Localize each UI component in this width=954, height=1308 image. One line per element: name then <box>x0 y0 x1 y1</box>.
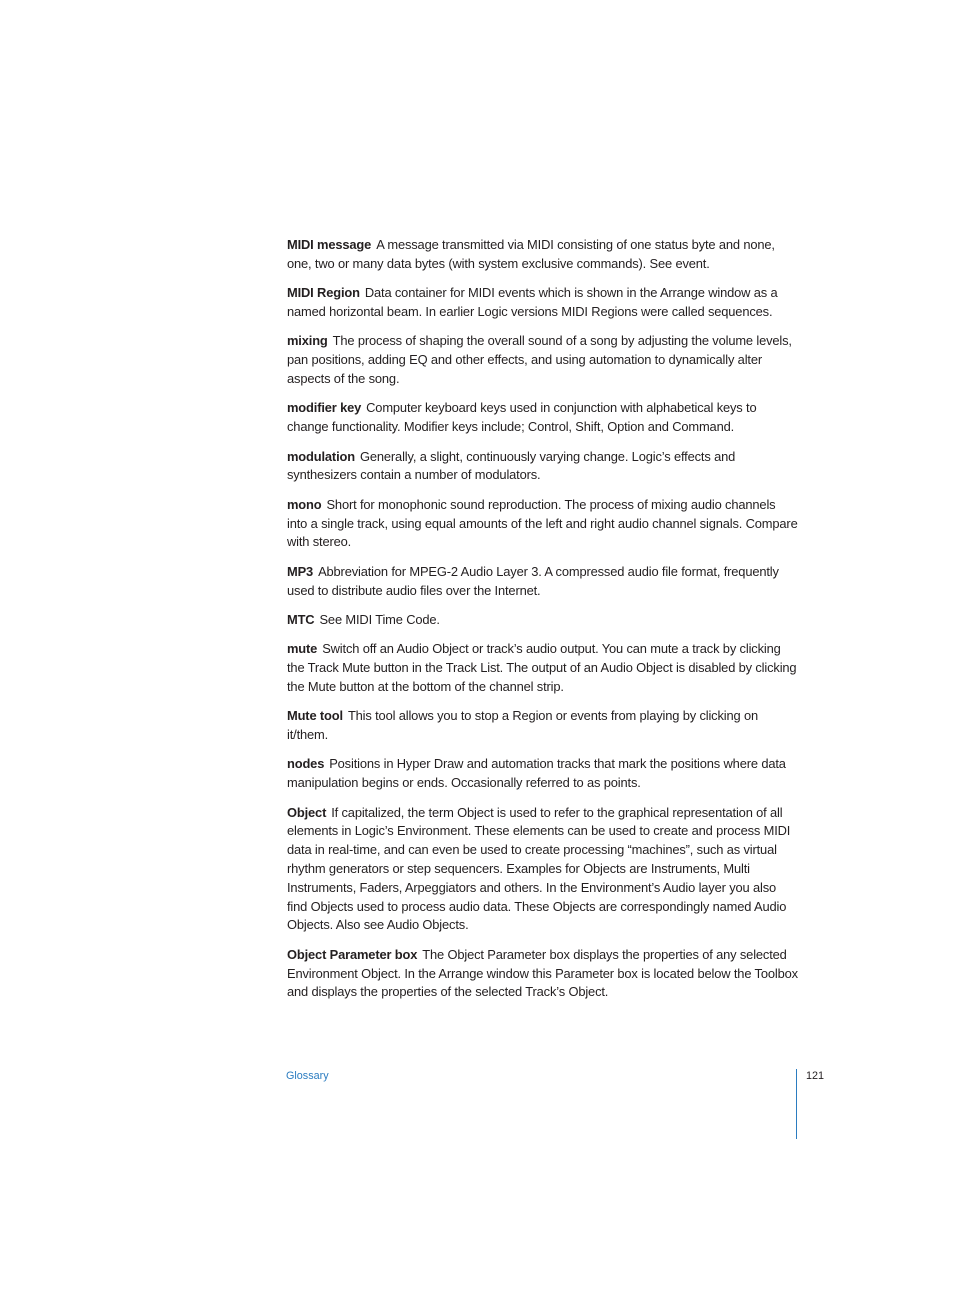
glossary-entry <box>287 563 799 601</box>
glossary-entry <box>287 399 799 437</box>
glossary-entry <box>287 640 799 696</box>
entry-definition: Data container for MIDI events which is shown in the Arrange window as a named horizontal beam. In earlier Logic versions MIDI Regions were called sequences. <box>287 285 778 319</box>
entry-term: nodes <box>287 756 325 772</box>
entry-definition: Positions in Hyper Draw and automation tracks that mark the positions where data manipulation begins or ends. Occasionally referred to as points. <box>287 756 786 791</box>
glossary-entry <box>287 611 799 630</box>
entry-term: modulation <box>287 448 355 464</box>
entry-definition: If capitalized, the term Object is used to refer to the graphical representation of all elements in Logic’s Environment. These elements can be used to create and process MIDI data in real-time, and can even be used to create processing “machines”, such as virtual rhythm generators or step sequencers. Examples for Objects are Instruments, Multi Instruments, Faders, Arpeggiators and others. In the Environment’s Audio layer you also find Objects used to process audio data. These Objects are correspondingly named Audio Objects. Also see Audio Objects. <box>287 804 791 933</box>
glossary-entry <box>287 946 799 1002</box>
footer-divider <box>796 1069 797 1139</box>
entry-term: MIDI Region <box>287 285 360 301</box>
entry-term: Object <box>287 804 327 820</box>
glossary-entries <box>287 236 799 1013</box>
entry-term: MIDI message <box>287 237 372 252</box>
entry-definition: A message transmitted via MIDI consisting of one status byte and none, one, two or many data bytes (with system exclusive commands). See event. <box>287 237 775 271</box>
entry-term: Object Parameter box <box>287 946 418 962</box>
entry-definition: The process of shaping the overall sound of a song by adjusting the volume levels, pan positions, adding EQ and other effects, and using automation to dynamically alter aspects of the song. <box>287 333 792 386</box>
entry-definition: Generally, a slight, continuously varying change. Logic’s effects and synthesizers contain a number of modulators. <box>287 448 736 483</box>
glossary-entry <box>287 448 799 486</box>
glossary-entry <box>287 236 799 274</box>
entry-term: Mute tool <box>287 708 343 724</box>
entry-term: modifier key <box>287 400 362 416</box>
entry-definition: Short for monophonic sound reproduction. The process of mixing audio channels into a single track, using equal amounts of the left and right audio channel signals. Compare with stereo. <box>287 496 798 550</box>
entry-definition: This tool allows you to stop a Region or events from playing by clicking on it/them. <box>287 708 758 743</box>
glossary-entry <box>287 755 799 793</box>
glossary-entry <box>287 804 799 936</box>
entry-definition: Computer keyboard keys used in conjunction with alphabetical keys to change functionality. Modifier keys include; Control, Shift, Option and Command. <box>287 400 757 435</box>
entry-term: MTC <box>287 611 315 627</box>
entry-term: mute <box>287 641 318 657</box>
entry-definition: See MIDI Time Code. <box>319 611 440 627</box>
page-number: 121 <box>806 1070 825 1082</box>
glossary-entry <box>287 332 799 388</box>
glossary-entry <box>287 284 799 322</box>
entry-term: mixing <box>287 333 328 349</box>
entry-definition: The Object Parameter box displays the properties of any selected Environment Object. In the Arrange window this Parameter box is located below the Toolbox and displays the properties of the selected Track’s Object. <box>287 946 798 1000</box>
entry-definition: Switch off an Audio Object or track’s audio output. You can mute a track by clicking the Track Mute button in the Track List. The output of an Audio Object is disabled by clicking the Mute button at the bottom of the channel strip. <box>287 641 797 694</box>
entry-term: MP3 <box>287 563 314 579</box>
entry-term: mono <box>287 496 322 512</box>
footer-section-label: Glossary <box>286 1070 329 1082</box>
entry-definition: Abbreviation for MPEG-2 Audio Layer 3. A compressed audio file format, frequently used to distribute audio files over the Internet. <box>287 563 779 598</box>
glossary-entry <box>287 707 799 745</box>
glossary-entry <box>287 496 799 552</box>
